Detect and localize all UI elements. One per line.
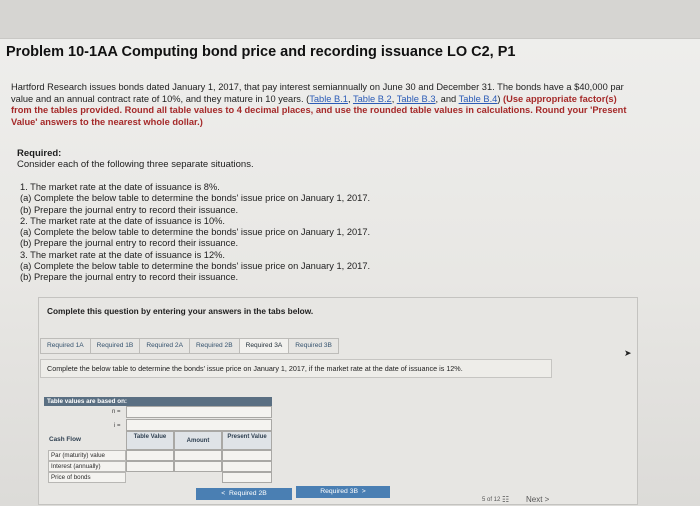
next-page-button[interactable]: Next > (526, 495, 550, 504)
table-value-header: Table Value (126, 431, 174, 450)
tab-required-3b[interactable]: Required 3B (288, 338, 339, 354)
tab-required-3a[interactable]: Required 3A (239, 338, 290, 354)
mouse-cursor-icon: ➤ (624, 348, 632, 358)
required-heading: Required: (17, 148, 62, 159)
intro-text: Hartford Research issues bonds dated January 1, 2017, that pay interest semiannually on June 30 and December 31. The bonds have a $40,000 par value and an annual contract rate of 10%, and they mature in 10 years. ( (11, 82, 624, 104)
problem-title: Problem 10-1AA Computing bond price and recording issuance LO C2, P1 (6, 44, 516, 60)
tab-required-2b[interactable]: Required 2B (189, 338, 240, 354)
list-item: (a) Complete the below table to determine the bonds' issue price on January 1, 2017. (20, 227, 371, 238)
list-item: (a) Complete the below table to determine the bonds' issue price on January 1, 2017. (20, 193, 371, 204)
required-subheading: Consider each of the following three separate situations. (17, 159, 254, 170)
table-b4-link[interactable]: Table B.4 (458, 93, 498, 104)
chevron-left-icon: < (221, 490, 226, 497)
separator: , (347, 93, 353, 104)
next-button-label: Required 3B (320, 488, 359, 495)
tab-instruction: Complete the below table to determine the bonds' issue price on January 1, 2017, if the market rate at the date of issuance is 12%. (40, 359, 552, 378)
par-table-value-input[interactable] (126, 450, 174, 461)
n-label: n = (112, 409, 121, 415)
page-indicator: 5 of 12 (482, 497, 501, 503)
list-item: 1. The market rate at the date of issuance is 8%. (20, 182, 220, 192)
complete-instruction: Complete this question by entering your answers in the tabs below. (47, 306, 314, 316)
list-item: 2. The market rate at the date of issuance is 10%. (20, 215, 225, 226)
price-present-value-input[interactable] (222, 472, 272, 483)
requirements-list (20, 182, 370, 284)
prev-button-label: Required 2B (228, 490, 267, 497)
separator: , and (435, 93, 459, 104)
prev-required-button[interactable] (196, 488, 292, 500)
tab-required-1b[interactable]: Required 1B (90, 338, 141, 354)
n-input[interactable] (126, 406, 272, 418)
par-amount-input[interactable] (174, 450, 222, 461)
par-present-value-input[interactable] (222, 450, 272, 461)
i-label: i = (114, 423, 121, 429)
list-item: (b) Prepare the journal entry to record their issuance. (20, 272, 239, 283)
present-value-header: Present Value (222, 431, 272, 450)
rounding-note: (Use appropriate factor(s) from the tables provided. Round all table values to 4 decimal places, and use the rounded table values in calculations. Round your 'Present Value' answers to the nearest whole dollar.) (11, 93, 627, 127)
list-item: (b) Prepare the journal entry to record their issuance. (20, 204, 239, 215)
list-item: 3. The market rate at the date of issuance is 12%. (20, 249, 225, 260)
list-item: (b) Prepare the journal entry to record their issuance. (20, 238, 239, 249)
amount-header: Amount (174, 431, 222, 450)
cash-flow-header: Cash Flow (49, 436, 81, 443)
intro-text-end: ) (497, 93, 504, 104)
next-required-button[interactable] (296, 486, 390, 498)
i-input[interactable] (126, 419, 272, 431)
row-price-of-bonds: Price of bonds (48, 472, 126, 483)
row-interest: Interest (annually) (48, 461, 126, 472)
tab-required-1a[interactable]: Required 1A (40, 338, 91, 354)
tab-required-2a[interactable]: Required 2A (139, 338, 190, 354)
row-par-value: Par (maturity) value (48, 450, 126, 461)
table-b2-link[interactable]: Table B.2 (352, 93, 392, 104)
interest-amount-input[interactable] (174, 461, 222, 472)
table-values-header: Table values are based on: (44, 397, 272, 406)
chevron-right-icon: > (361, 488, 366, 495)
problem-intro (11, 82, 631, 128)
top-bar (0, 0, 700, 39)
separator: , (391, 93, 397, 104)
interest-table-value-input[interactable] (126, 461, 174, 472)
list-item: (a) Complete the below table to determine the bonds' issue price on January 1, 2017. (20, 261, 371, 272)
interest-present-value-input[interactable] (222, 461, 272, 472)
table-b3-link[interactable]: Table B.3 (396, 93, 436, 104)
grid-icon[interactable]: ☷ (502, 495, 510, 504)
table-b1-link[interactable]: Table B.1 (309, 93, 348, 104)
tab-bar (40, 338, 338, 354)
